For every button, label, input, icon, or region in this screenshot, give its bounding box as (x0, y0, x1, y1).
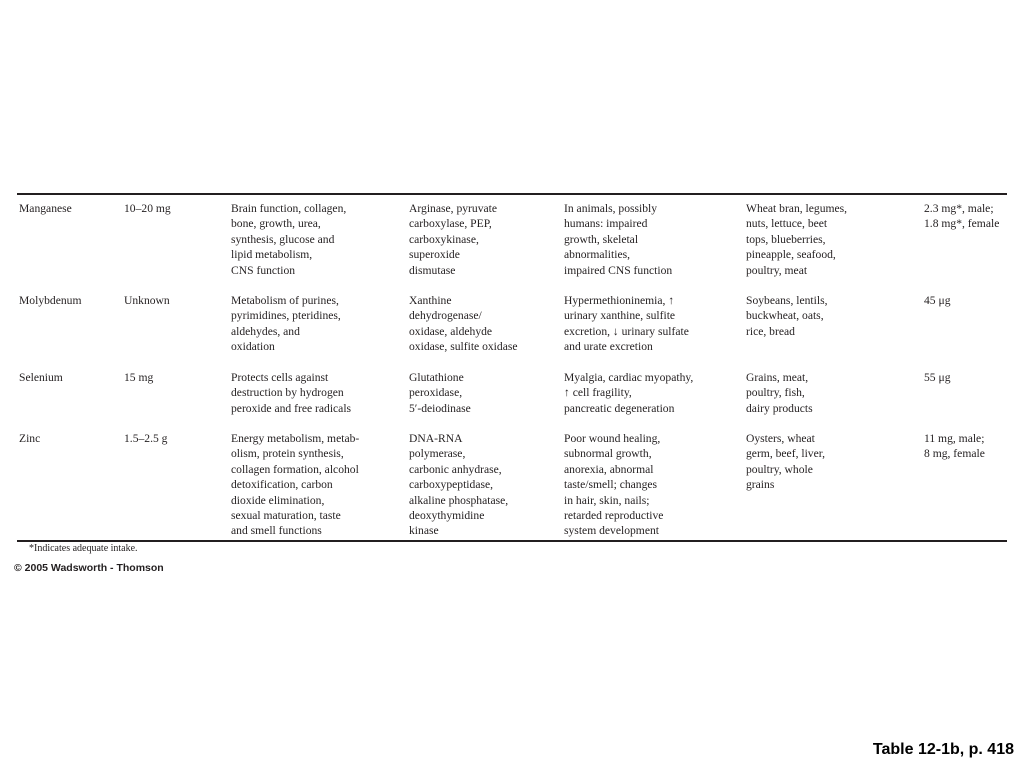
deficiency-symptoms-line: system development (564, 524, 659, 538)
enzymes-line: alkaline phosphatase, (409, 493, 509, 507)
enzymes-line: oxidase, sulfite oxidase (409, 340, 518, 354)
food-sources-cell (746, 370, 813, 416)
enzymes-line: polymerase, (409, 447, 466, 461)
enzymes-line: Arginase, pyruvate (409, 202, 498, 215)
deficiency-symptoms-line: impaired CNS function (564, 263, 673, 277)
body-amount-line: Unknown (124, 294, 170, 307)
deficiency-symptoms-cell (564, 431, 663, 539)
deficiency-symptoms-cell (564, 370, 693, 416)
enzymes-cell (409, 293, 518, 355)
recommended-intake-cell (924, 431, 985, 462)
deficiency-symptoms-line: excretion, ↓ urinary sulfate (564, 324, 689, 338)
recommended-intake-line: 8 mg, female (924, 447, 985, 461)
functions-line: dioxide elimination, (231, 493, 325, 507)
deficiency-symptoms-cell (564, 201, 672, 278)
table-footnote: *Indicates adequate intake. (29, 543, 138, 554)
functions-line: Energy metabolism, metab- (231, 432, 360, 445)
deficiency-symptoms-line: In animals, possibly (564, 202, 658, 215)
functions-line: destruction by hydrogen (231, 386, 344, 400)
enzymes-line: peroxidase, (409, 386, 463, 400)
food-sources-line: Grains, meat, (746, 371, 809, 384)
enzymes-cell (409, 370, 471, 416)
functions-line: Protects cells against (231, 371, 329, 384)
functions-line: peroxide and free radicals (231, 401, 352, 415)
functions-line: lipid metabolism, (231, 248, 313, 262)
enzymes-line: carboxylase, PEP, (409, 217, 492, 231)
enzymes-line: 5′-deiodinase (409, 401, 471, 415)
recommended-intake-cell (924, 201, 999, 232)
copyright-notice: © 2005 Wadsworth - Thomson (14, 562, 164, 574)
recommended-intake-line: 1.8 mg*, female (924, 217, 1000, 231)
food-sources-line: germ, beef, liver, (746, 447, 826, 461)
mineral-name-cell (19, 293, 81, 308)
deficiency-symptoms-line: and urate excretion (564, 340, 653, 354)
mineral-name-line: Selenium (19, 371, 63, 384)
deficiency-symptoms-line: taste/smell; changes (564, 478, 658, 492)
functions-cell (231, 370, 351, 416)
food-sources-line: buckwheat, oats, (746, 309, 824, 323)
mineral-name-line: Zinc (19, 432, 41, 445)
body-amount-line: 10–20 mg (124, 202, 171, 215)
recommended-intake-line: 11 mg, male; (924, 432, 985, 445)
deficiency-symptoms-line: retarded reproductive (564, 509, 664, 523)
enzymes-line: superoxide (409, 248, 460, 262)
enzymes-cell (409, 431, 508, 539)
functions-line: aldehydes, and (231, 324, 300, 338)
mineral-name-line: Molybdenum (19, 294, 82, 307)
food-sources-line: rice, bread (746, 324, 795, 338)
functions-line: bone, growth, urea, (231, 217, 321, 231)
food-sources-line: poultry, fish, (746, 386, 805, 400)
food-sources-line: dairy products (746, 401, 813, 415)
functions-line: and smell functions (231, 524, 322, 538)
deficiency-symptoms-line: urinary xanthine, sulfite (564, 309, 676, 323)
food-sources-line: poultry, meat (746, 263, 808, 277)
food-sources-cell (746, 293, 827, 339)
recommended-intake-line: 55 μg (924, 371, 951, 384)
body-amount-line: 15 mg (124, 371, 154, 384)
recommended-intake-cell (924, 293, 951, 308)
food-sources-line: grains (746, 478, 775, 492)
recommended-intake-line: 2.3 mg*, male; (924, 202, 994, 215)
functions-line: Metabolism of purines, (231, 294, 339, 307)
recommended-intake-cell (924, 370, 951, 385)
body-amount-cell (124, 431, 167, 446)
deficiency-symptoms-line: subnormal growth, (564, 447, 652, 461)
deficiency-symptoms-line: anorexia, abnormal (564, 462, 654, 476)
functions-line: detoxification, carbon (231, 478, 333, 492)
food-sources-line: tops, blueberries, (746, 232, 826, 246)
deficiency-symptoms-line: in hair, skin, nails; (564, 493, 650, 507)
functions-line: olism, protein synthesis, (231, 447, 344, 461)
enzymes-line: kinase (409, 524, 439, 538)
functions-line: collagen formation, alcohol (231, 462, 359, 476)
recommended-intake-line: 45 μg (924, 294, 951, 307)
body-amount-cell (124, 201, 171, 216)
enzymes-line: dismutase (409, 263, 456, 277)
table-caption: Table 12-1b, p. 418 (872, 741, 1014, 758)
food-sources-line: poultry, whole (746, 462, 813, 476)
mineral-name-cell (19, 431, 40, 446)
functions-line: synthesis, glucose and (231, 232, 335, 246)
enzymes-line: Glutathione (409, 371, 464, 384)
deficiency-symptoms-line: growth, skeletal (564, 232, 639, 246)
functions-line: CNS function (231, 263, 296, 277)
deficiency-symptoms-line: Myalgia, cardiac myopathy, (564, 371, 694, 384)
functions-line: oxidation (231, 340, 275, 354)
mineral-name-cell (19, 370, 63, 385)
functions-line: Brain function, collagen, (231, 202, 347, 215)
food-sources-line: Oysters, wheat (746, 432, 815, 445)
deficiency-symptoms-line: Poor wound healing, (564, 432, 661, 445)
table-bottom-rule (17, 540, 1007, 542)
food-sources-line: nuts, lettuce, beet (746, 217, 828, 231)
deficiency-symptoms-line: humans: impaired (564, 217, 648, 231)
enzymes-line: carboxypeptidase, (409, 478, 494, 492)
enzymes-line: DNA-RNA (409, 432, 463, 445)
enzymes-cell (409, 201, 497, 278)
deficiency-symptoms-line: pancreatic degeneration (564, 401, 675, 415)
enzymes-line: deoxythymidine (409, 509, 485, 523)
enzymes-line: Xanthine (409, 294, 452, 307)
deficiency-symptoms-line: abnormalities, (564, 248, 631, 262)
body-amount-cell (124, 293, 170, 308)
functions-line: pyrimidines, pteridines, (231, 309, 341, 323)
functions-cell (231, 293, 341, 355)
body-amount-cell (124, 370, 153, 385)
functions-cell (231, 201, 346, 278)
mineral-name-line: Manganese (19, 202, 72, 215)
food-sources-line: Soybeans, lentils, (746, 294, 828, 307)
enzymes-line: carboxykinase, (409, 232, 479, 246)
table-top-rule (17, 193, 1007, 195)
food-sources-cell (746, 431, 825, 493)
food-sources-line: Wheat bran, legumes, (746, 202, 848, 215)
body-amount-line: 1.5–2.5 g (124, 432, 168, 445)
enzymes-line: carbonic anhydrase, (409, 462, 502, 476)
mineral-name-cell (19, 201, 72, 216)
deficiency-symptoms-line: ↑ cell fragility, (564, 386, 632, 400)
enzymes-line: oxidase, aldehyde (409, 324, 493, 338)
food-sources-line: pineapple, seafood, (746, 248, 836, 262)
enzymes-line: dehydrogenase/ (409, 309, 482, 323)
functions-line: sexual maturation, taste (231, 509, 341, 523)
functions-cell (231, 431, 359, 539)
deficiency-symptoms-line: Hypermethioninemia, ↑ (564, 294, 675, 307)
food-sources-cell (746, 201, 847, 278)
deficiency-symptoms-cell (564, 293, 689, 355)
